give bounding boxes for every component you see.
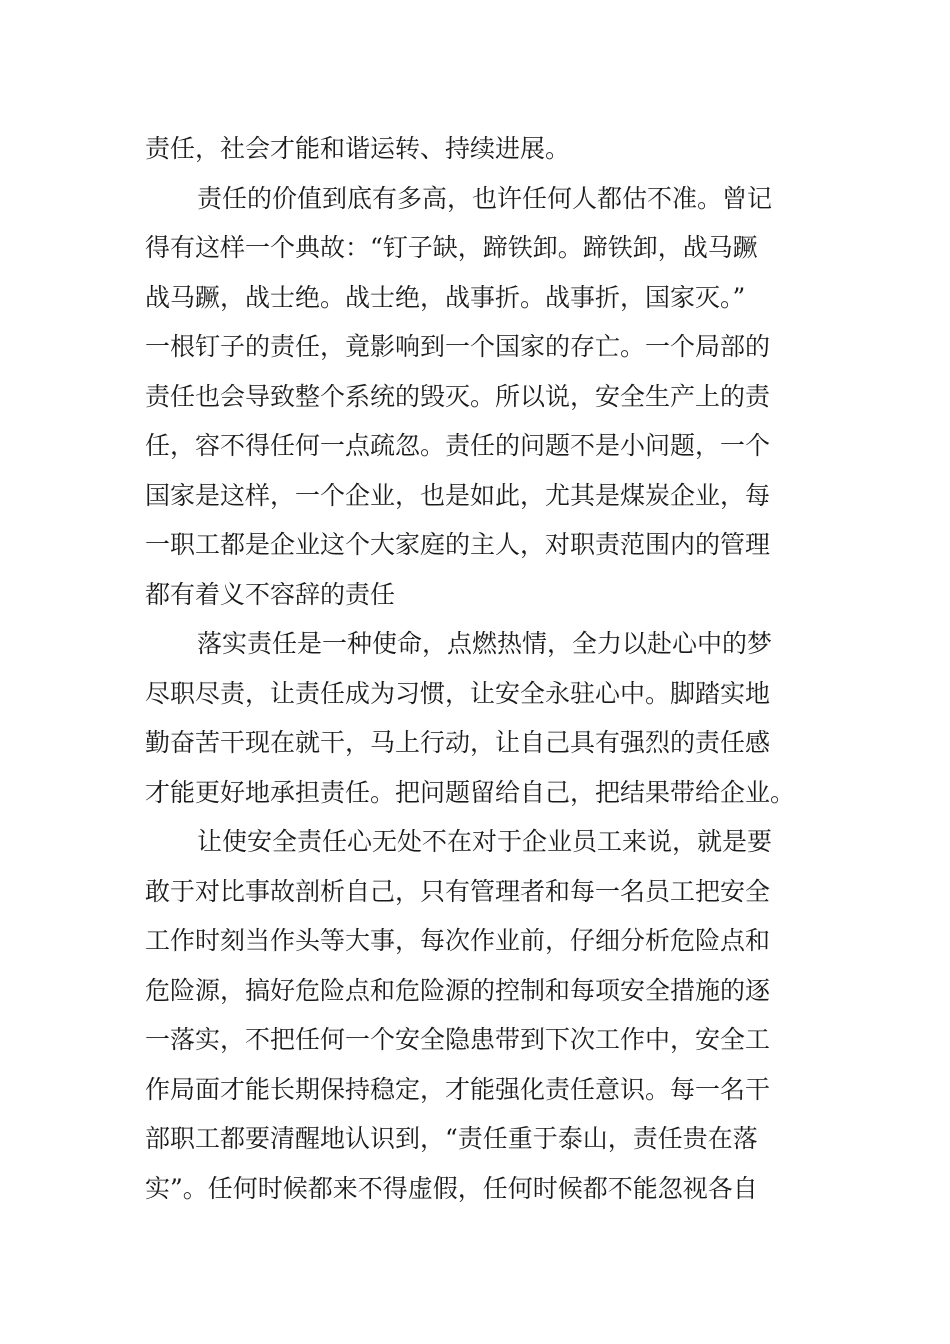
text-line: 得有这样一个典故：“钉子缺，蹄铁卸。蹄铁卸，战马蹶 — [145, 233, 758, 262]
text-line: 敢于对比事故剖析自己，只有管理者和每一名员工把安全 — [145, 876, 771, 906]
text-line: 战马蹶，战士绝。战士绝，战事折。战事折，国家灭。” — [145, 282, 746, 312]
text-line: 责任，社会才能和谐运转、持续进展。 — [145, 134, 571, 163]
text-line: 都有着义不容辞的责任 — [145, 579, 396, 609]
text-line: 作局面才能长期保持稳定，才能强化责任意识。每一名干 — [145, 1074, 771, 1104]
text-line: 国家是这样，一个企业，也是如此，尤其是煤炭企业，每 — [145, 480, 771, 510]
text-line: 部职工都要清醒地认识到，“责任重于泰山，责任贵在落 — [145, 1124, 758, 1153]
text-line: 勤奋苦干现在就干，马上行动，让自己具有强烈的责任感 — [145, 728, 771, 757]
text-line: 尽职尽责，让责任成为习惯，让安全永驻心中。脚踏实地 — [145, 678, 771, 708]
text-line: 任，容不得任何一点疏忽。责任的问题不是小问题，一个 — [145, 431, 771, 460]
text-line: 让使安全责任心无处不在对于企业员工来说，就是要 — [197, 827, 773, 856]
text-line: 落实责任是一种使命，点燃热情，全力以赴心中的梦 — [197, 629, 773, 658]
document-body — [145, 124, 810, 1213]
text-line: 危险源，搞好危险点和危险源的控制和每项安全措施的逐 — [145, 975, 771, 1005]
text-line: 一职工都是企业这个大家庭的主人，对职责范围内的管理 — [145, 530, 771, 559]
text-line: 实”。任何时候都来不得虚假，任何时候都不能忽视各自 — [145, 1173, 758, 1203]
text-line: 工作时刻当作头等大事，每次作业前，仔细分析危险点和 — [145, 926, 771, 955]
text-line: 责任的价值到底有多高，也许任何人都估不准。曾记 — [197, 183, 773, 213]
text-line: 才能更好地承担责任。把问题留给自己，把结果带给企业。 — [145, 777, 796, 807]
text-line: 责任也会导致整个系统的毁灭。所以说，安全生产上的责 — [145, 381, 771, 411]
text-line: 一根钉子的责任，竟影响到一个国家的存亡。一个局部的 — [145, 332, 771, 361]
text-line: 一落实，不把任何一个安全隐患带到下次工作中，安全工 — [145, 1025, 771, 1054]
